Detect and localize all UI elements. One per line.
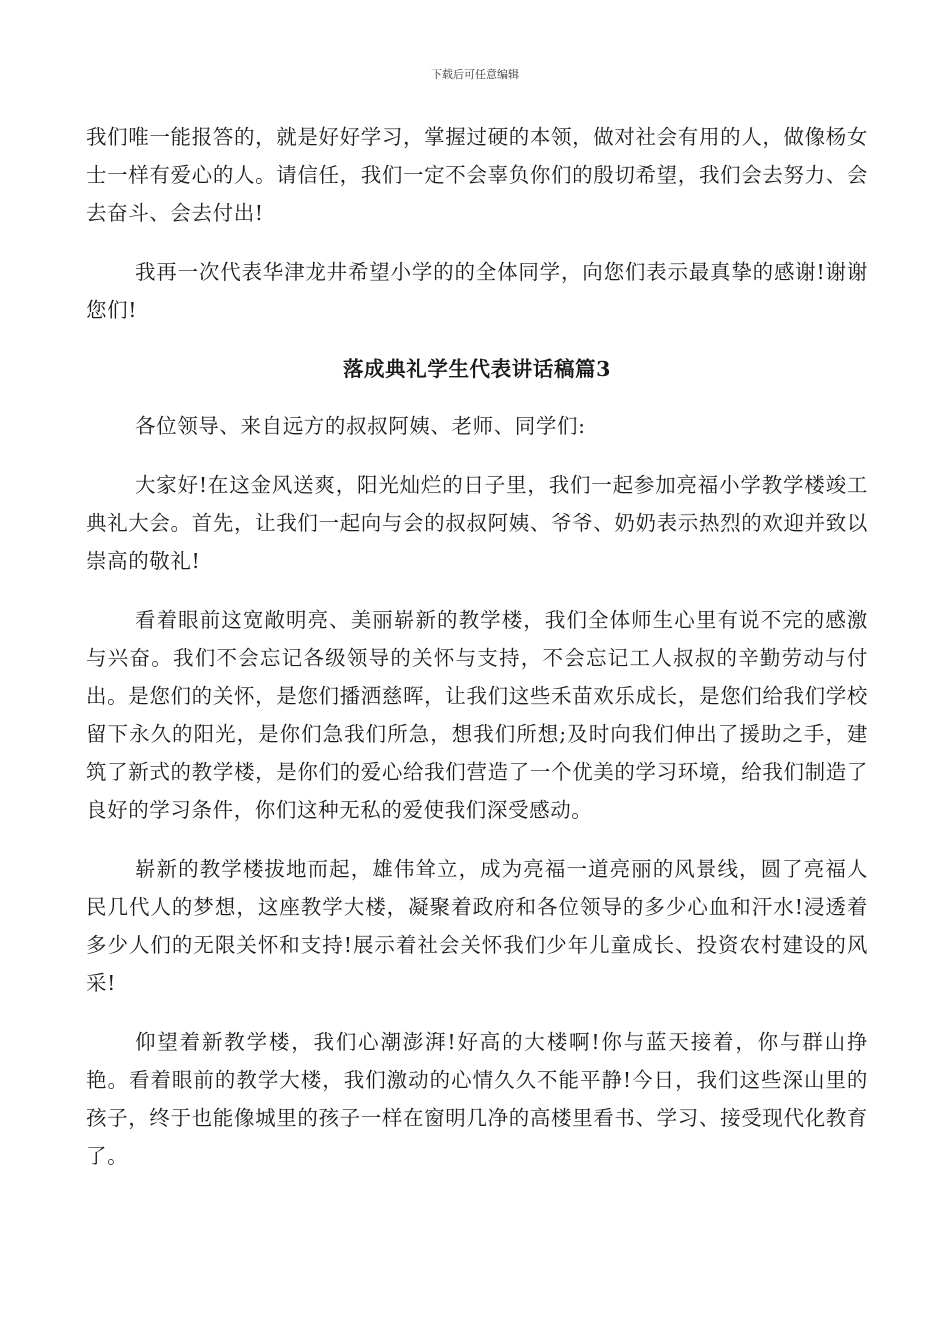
paragraph-salutation: 各位领导、来自远方的叔叔阿姨、老师、同学们: [135,414,586,438]
paragraph-gratitude: 看着眼前这宽敞明亮、美丽崭新的教学楼，我们全体师生心里有说不完的感激与兴奋。我们不会忘记各级领导的关怀与支持，不会忘记工人叔叔的辛勤劳动与付出。是您们的关怀，是您们播洒慈晖，让我们这些禾苗欢乐成长，是您们给我们学校留下永久的阳光，是你们急我们所急，想我们所想;及时向我们伸出了援助之手，建筑了新式的教学楼，是你们的爱心给我们营造了一个优美的学习环境，给我们制造了良好的学习条件，你们这种无私的爱使我们深受感动。 [86,608,868,822]
paragraph-1: 我们唯一能报答的，就是好好学习，掌握过硬的本领，做对社会有用的人，做像杨女士一样有爱心的人。请信任，我们一定不会辜负你们的殷切希望，我们会去努力、会去奋斗、会去付出! [86,125,868,225]
paragraph-2: 我再一次代表华津龙井希望小学的的全体同学，向您们表示最真挚的感谢!谢谢您们! [86,260,868,322]
paragraph-closing: 仰望着新教学楼，我们心潮澎湃!好高的大楼啊!你与蓝天接着，你与群山挣艳。看着眼前的教学大楼，我们激动的心情久久不能平静!今日，我们这些深山里的孩子，终于也能像城里的孩子一样在窗明几净的高楼里看书、学习、接受现代化教育了。 [86,1030,868,1168]
paragraph-greeting: 大家好!在这金风送爽，阳光灿烂的日子里，我们一起参加亮福小学教学楼竣工典礼大会。首先，让我们一起向与会的叔叔阿姨、爷爷、奶奶表示热烈的欢迎并致以崇高的敬礼! [86,473,868,573]
header-note: 下载后可任意编辑 [431,68,519,81]
document-body [86,118,868,1196]
section-title: 落成典礼学生代表讲话稿篇3 [342,357,612,381]
paragraph-building: 崭新的教学楼拔地而起，雄伟耸立，成为亮福一道亮丽的风景线，圆了亮福人民几代人的梦想，这座教学大楼，凝聚着政府和各位领导的多少心血和汗水!浸透着多少人们的无限关怀和支持!展示着社会关怀我们少年儿童成长、投资农村建设的风采! [86,857,868,995]
